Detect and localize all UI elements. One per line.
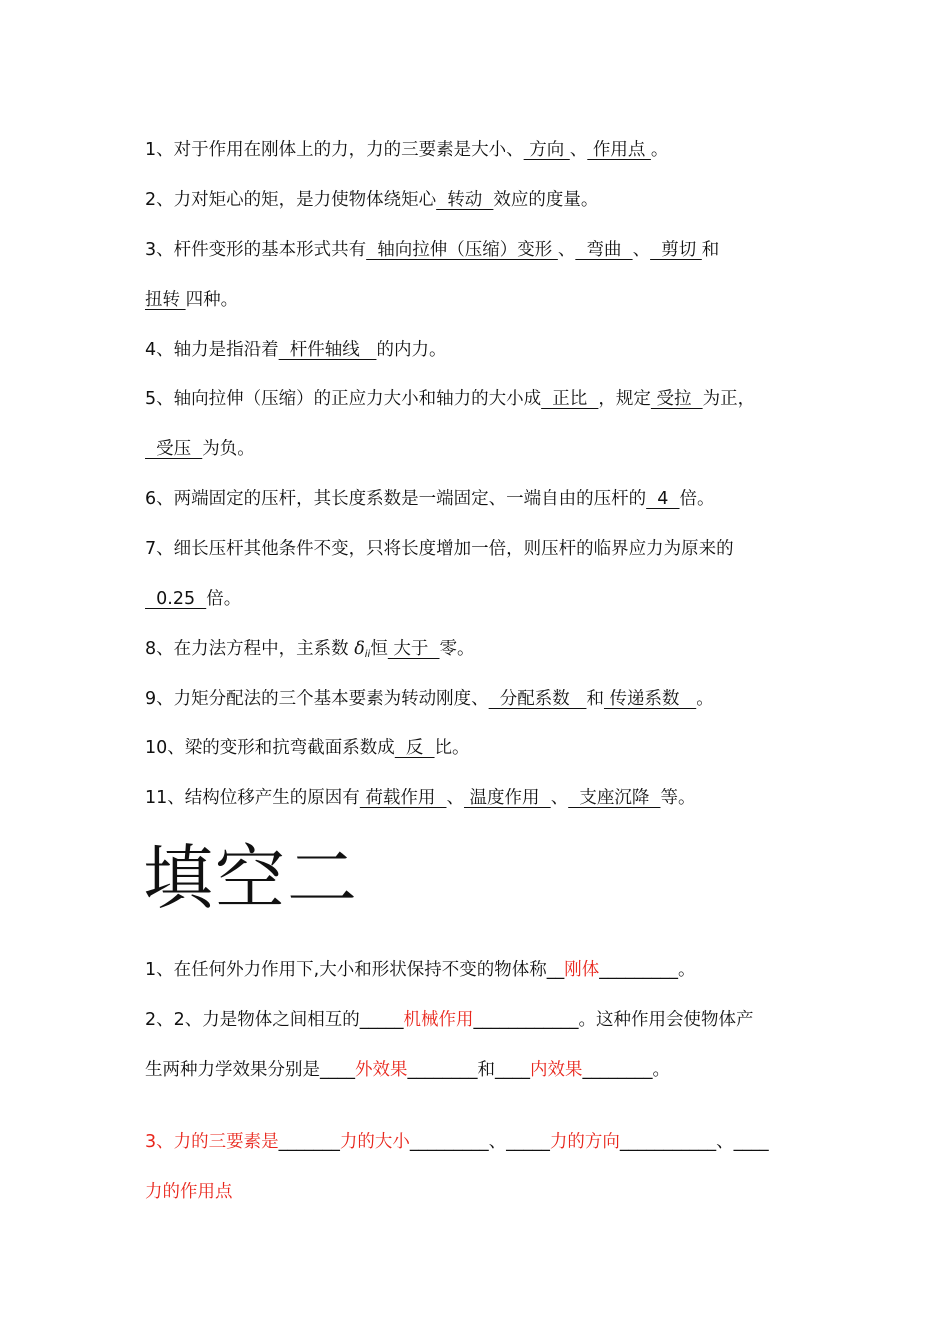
answer-blank: 受拉 [650,389,703,409]
q-text: 生两种力学效果分别是 [145,1060,320,1080]
q-text: 和 [477,1060,495,1080]
answer-text: 力的作用点 [145,1182,233,1202]
answer-blank: 荷载作用 [359,788,447,808]
question-1-9 [145,687,820,711]
q-text: 杆件变形的基本形式共有 [173,240,367,260]
q-text: 力对矩心的矩，是力使物体绕矩心 [173,190,437,210]
answer-text: 内效果 [530,1060,583,1080]
q-text: 在任何外力作用下,大小和形状保持不变的物体称 [173,960,547,980]
question-2-3-cont [145,1180,820,1204]
blank-line: _________ [599,960,678,980]
q-text: 效应的度量。 [493,190,599,210]
q-text: 和 [701,240,720,260]
question-1-4 [145,338,820,362]
q-text: 。 [652,1060,670,1080]
q-number: 1、 [145,960,174,980]
question-1-2 [145,188,820,212]
answer-blank: 4 [646,489,680,509]
answer-blank: 0.25 [145,589,207,609]
q-number: 6、 [145,489,174,509]
answer-blank: 反 [394,738,435,758]
answer-blank: 作用点 [587,140,651,160]
q-text: 梁的变形和抗弯截面系数成 [184,738,395,758]
q-number: 2、 [145,1010,174,1030]
answer-blank: 支座沉降 [568,788,661,808]
answer-blank: 轴向拉伸（压缩）变形 [366,240,558,260]
q-text: 2、力是物体之间相互的 [173,1010,360,1030]
q-text: 恒 [370,639,388,659]
q-text: 、 [716,1132,734,1152]
q-text: 力的三要素是 [173,1132,279,1152]
answer-text: 力的大小 [339,1132,410,1152]
q-text: 比。 [434,738,470,758]
blank-line: _______ [278,1132,340,1152]
q-text: ，规定 [598,389,651,409]
answer-blank: 弯曲 [575,240,633,260]
q-text: 、 [446,788,464,808]
answer-text: 机械作用 [403,1010,474,1030]
question-2-3 [145,1130,820,1154]
answer-blank: 方向 [523,140,570,160]
answer-blank: 剪切 [650,240,702,260]
blank-line: ________ [582,1060,653,1080]
question-2-2-cont [145,1058,820,1082]
answer-blank: 正比 [541,389,599,409]
answer-blank: 大于 [387,639,440,659]
question-1-10 [145,736,820,760]
blank-line: __ [546,960,565,980]
answer-blank: 杆件轴线 [278,340,377,360]
q-text: 等。 [660,788,696,808]
blank-line: ___________ [619,1132,717,1152]
q-text: 、 [557,240,576,260]
blank-line: _____ [359,1010,404,1030]
q-text: 倍。 [679,489,715,509]
q-text: 。这种作用会使物体产 [578,1010,754,1030]
q-text: 和 [586,689,604,709]
q-text: 、 [569,140,588,160]
q-text: 倍。 [206,589,242,609]
q-text: 两端固定的压杆，其长度系数是一端固定、一端自由的压杆的 [173,489,647,509]
q-text: 对于作用在刚体上的力，力的三要素是大小、 [173,140,524,160]
blank-line: ________ [407,1060,478,1080]
question-1-8 [145,637,820,667]
q-number: 8、 [145,639,174,659]
q-text: 的内力。 [376,340,447,360]
question-2-2 [145,1008,820,1032]
q-text: 。 [696,689,714,709]
blank-line: _________ [409,1132,489,1152]
q-number: 4、 [145,340,174,360]
q-number: 11、 [145,788,185,808]
answer-blank: 分配系数 [488,689,587,709]
answer-blank: 受压 [145,439,203,459]
q-text: 。 [677,960,696,980]
answer-blank: 温度作用 [463,788,551,808]
question-1-5 [145,387,820,411]
question-1-6 [145,487,820,511]
q-number: 10、 [145,738,185,758]
blank-line: ____ [495,1060,530,1080]
answer-text: 力的方向 [549,1132,620,1152]
blank-line: _____ [506,1132,550,1152]
q-text: 为正， [702,389,756,409]
q-text: 零。 [439,639,475,659]
q-text: 轴力是指沿着 [173,340,279,360]
q-text: 轴向拉伸（压缩）的正应力大小和轴力的大小成 [173,389,542,409]
blank-line: ____ [320,1060,355,1080]
q-number: 7、 [145,539,174,559]
blank-line: ____________ [473,1010,579,1030]
delta-symbol: δ [354,639,365,659]
q-text: 、 [550,788,569,808]
answer-blank: 传递系数 [603,689,697,709]
q-text: 力矩分配法的三个基本要素为转动刚度、 [173,689,489,709]
delta-subscript: ii [364,649,371,660]
q-number: 9、 [145,689,174,709]
q-text: 、 [632,240,651,260]
q-text: 细长压杆其他条件不变，只将长度增加一倍，则压杆的临界应力为原来的 [173,539,734,559]
answer-text: 外效果 [355,1060,408,1080]
question-1-7-cont [145,587,820,611]
q-text: 在力法方程中，主系数 [173,639,355,659]
answer-blank: 扭转 [145,290,186,310]
q-number: 5、 [145,389,174,409]
q-text: 结构位移产生的原因有 [184,788,360,808]
q-number: 3、 [145,1132,174,1152]
question-1-3 [145,238,820,262]
question-1-11 [145,786,820,810]
question-2-1 [145,958,820,982]
q-text: 四种。 [185,290,239,310]
q-text: 。 [650,140,669,160]
q-text: 为负。 [202,439,255,459]
q-text: 、 [488,1132,507,1152]
answer-text: 刚体 [564,960,600,980]
question-1-3-cont [145,288,820,312]
q-number: 3、 [145,240,174,260]
question-1-7 [145,537,820,561]
question-1-5-cont [145,437,820,461]
blank-line: ____ [733,1132,769,1152]
question-1-1 [145,138,820,162]
q-number: 1、 [145,140,174,160]
answer-blank: 转动 [436,190,494,210]
q-number: 2、 [145,190,174,210]
section-heading: 填空二 [143,837,359,919]
